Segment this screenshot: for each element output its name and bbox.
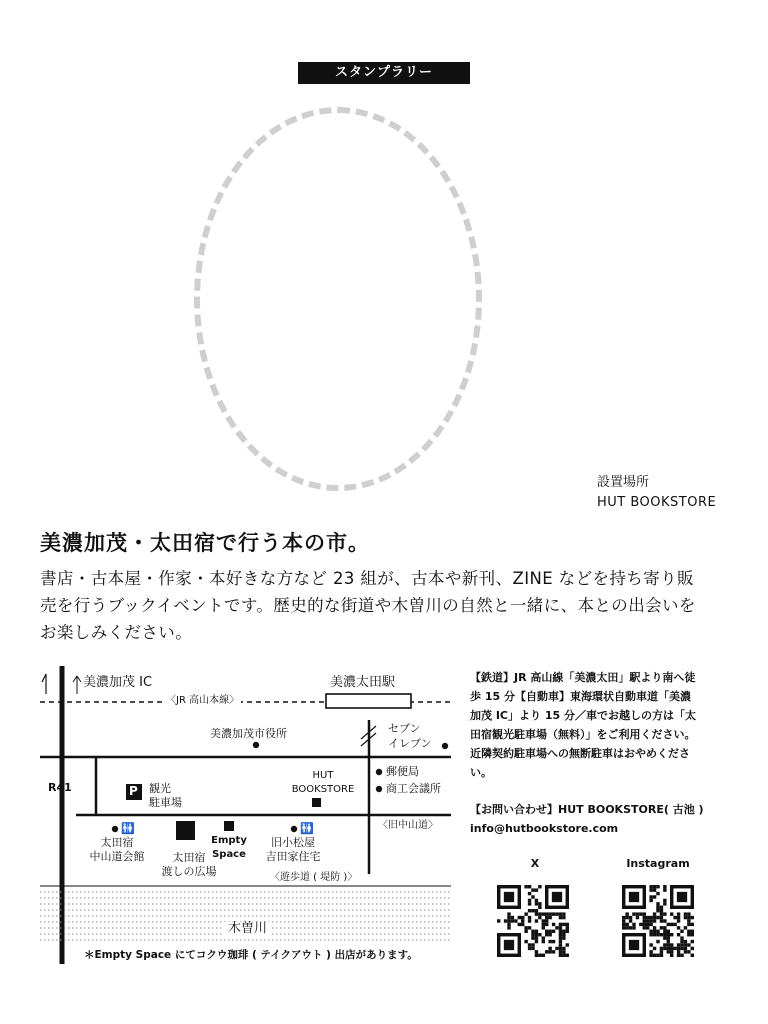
map-parking-label-2: 駐車場 (149, 796, 182, 809)
map-hiroba-label-1: 太田宿 (172, 851, 206, 864)
map-station-label: 美濃太田駅 (330, 675, 396, 690)
seven-eleven-marker (442, 743, 448, 749)
stamp-place-label: 設置場所 (597, 475, 650, 490)
map-route-label: R41 (48, 781, 72, 794)
map-city-hall-label: 美濃加茂市役所 (210, 727, 287, 740)
access-line: 近隣契約駐車場への無断駐車はおやめくださ (470, 747, 690, 760)
map-komatsu-label-2: 吉田家住宅 (265, 850, 321, 863)
stamp-rally-title: スタンプラリー (298, 62, 470, 84)
ic-arrow-icon (73, 676, 81, 694)
stamp-area-circle (194, 107, 482, 491)
x-qr-code[interactable] (497, 885, 569, 957)
station-box (326, 694, 411, 708)
toilet-icon: 🚻 (121, 822, 135, 835)
map-hut-label-1: HUT (312, 770, 334, 781)
access-info (470, 668, 732, 838)
map-note: ＊Empty Space にてコクウ珈琲 ( テイクアウト ) 出店があります。 (84, 949, 418, 961)
map-promenade-label: 〈遊歩道 ( 堤防 )〉 (270, 872, 358, 883)
contact-email[interactable]: info@hutbookstore.com (470, 822, 619, 835)
map-kaikan-label-1: 太田宿 (100, 836, 134, 849)
komatsuya-marker (291, 826, 297, 832)
empty-space-marker (224, 821, 234, 831)
stamp-place-name: HUT BOOKSTORE (597, 495, 717, 510)
access-map (36, 664, 460, 970)
north-arrow-icon (42, 674, 46, 694)
map-seven-label-1: セブン (388, 722, 421, 735)
qr-instagram-label: Instagram (626, 857, 690, 870)
access-line: 【鉄道】JR 高山線「美濃太田」駅より南へ徒 (470, 671, 696, 684)
map-komatsu-label-1: 旧小松屋 (271, 836, 315, 849)
event-headline: 美濃加茂・太田宿で行う本の市。 (40, 531, 370, 555)
description-line: 売を行うブックイベントです。歴史的な街道や木曽川の自然と一緒に、本との出会いを (40, 596, 696, 615)
parking-icon: P (129, 784, 138, 798)
map-ic-label: 美濃加茂 IC (83, 675, 153, 690)
chamber-marker (376, 786, 382, 792)
map-old-road-label: 〈旧中山道〉 (378, 820, 438, 831)
map-post-office-label: 郵便局 (386, 765, 419, 778)
map-railway-label: 〈JR 高山本線〉 (166, 695, 240, 706)
map-kaikan-label-2: 中山道会館 (89, 850, 145, 863)
kaikan-marker (112, 826, 118, 832)
hiroba-marker (176, 821, 195, 840)
map-hiroba-label-2: 渡しの広場 (161, 865, 217, 878)
map-empty-label-1: Empty (211, 835, 247, 846)
description-line: お楽しみください。 (40, 623, 193, 642)
toilet-icon: 🚻 (300, 822, 314, 835)
description-line: 書店・古本屋・作家・本好きな方など 23 組が、古本や新刊、ZINE などを持ち寄り販 (40, 569, 694, 588)
access-line: 田宿観光駐車場（無料）」をご利用ください。 (470, 728, 696, 741)
city-hall-marker (253, 742, 259, 748)
qr-x-label: X (530, 857, 540, 870)
access-line: い。 (470, 766, 492, 779)
event-description (40, 565, 730, 646)
map-parking-label-1: 観光 (149, 782, 171, 795)
map-hut-label-2: BOOKSTORE (291, 784, 355, 795)
instagram-qr-code[interactable] (622, 885, 694, 957)
post-office-marker (376, 769, 382, 775)
hut-bookstore-marker (312, 798, 321, 807)
map-empty-label-2: Space (212, 849, 246, 860)
contact-line: 【お問い合わせ】HUT BOOKSTORE( 古池 ) (470, 803, 704, 816)
access-line: 歩 15 分【自動車】東海環状自動車道「美濃 (470, 690, 691, 703)
access-line: 加茂 IC」より 15 分／車でお越しの方は「太 (470, 709, 696, 722)
map-seven-label-2: イレブン (388, 737, 432, 750)
map-chamber-label: 商工会議所 (386, 782, 441, 795)
map-river-label: 木曽川 (224, 922, 271, 936)
